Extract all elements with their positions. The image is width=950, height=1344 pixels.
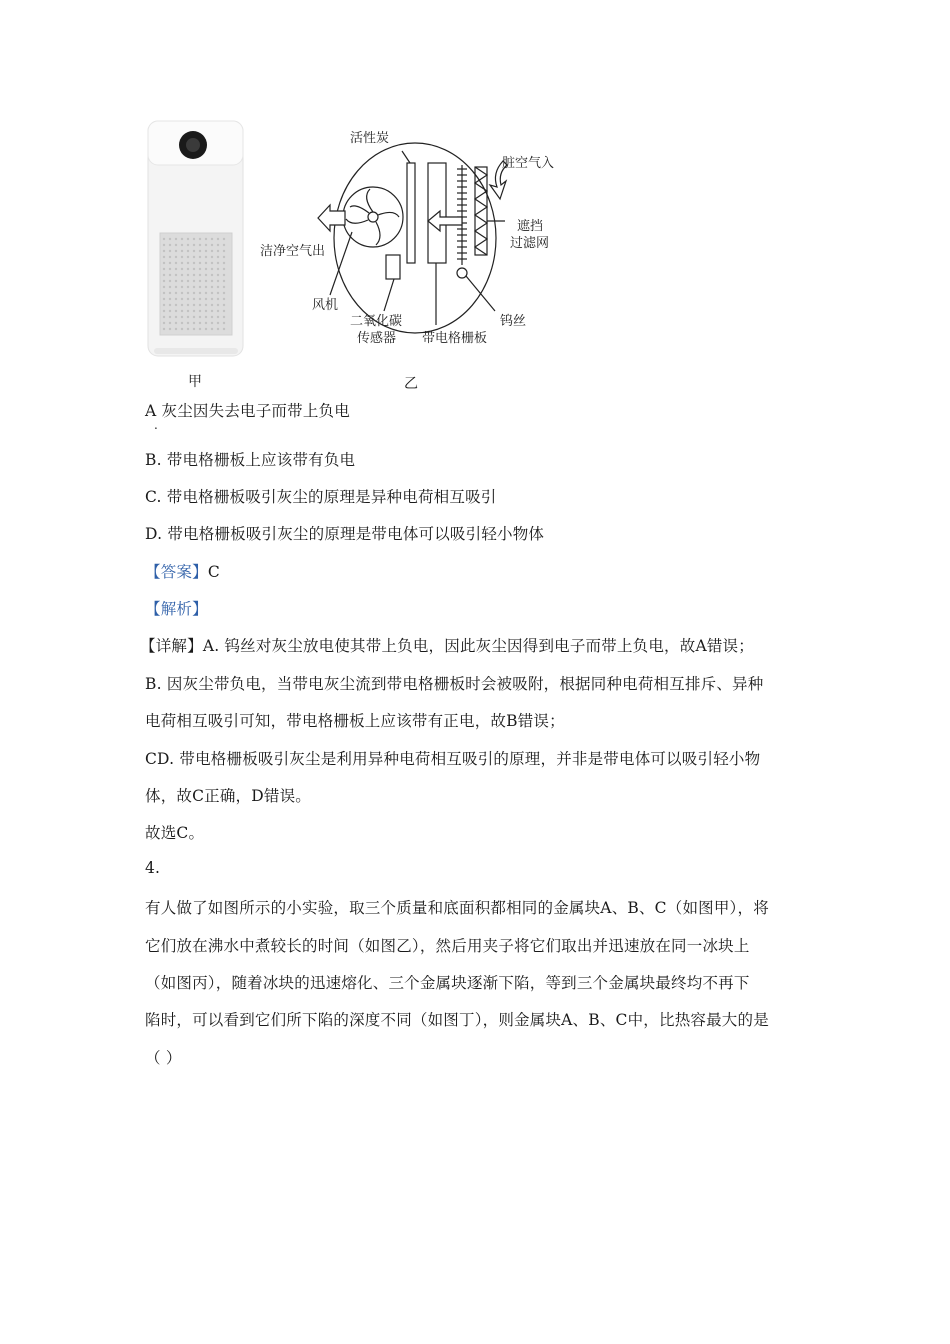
airflow-arrow-icon xyxy=(428,211,462,231)
label-activated-carbon: 活性炭 xyxy=(350,131,390,146)
detail-line-6: 故选C。 xyxy=(145,824,205,842)
answer-tag: 【答案】 xyxy=(145,563,208,581)
question4-line-3: （如图丙），随着冰块的迅速熔化、三个金属块逐渐下陷，等到三个金属块最终均不再下 xyxy=(145,974,750,992)
question4-line-4: 陷时，可以看到它们所下陷的深度不同（如图丁），则金属块A、B、C中，比热容最大的是 xyxy=(145,1011,769,1029)
detail-line-5: 体，故C正确，D错误。 xyxy=(145,787,311,805)
option-a-dot: . xyxy=(154,418,158,432)
detail-tag: 【详解】 xyxy=(140,637,203,655)
option-c: C. 带电格栅板吸引灰尘的原理是异种电荷相互吸引 xyxy=(145,488,497,506)
option-b: B. 带电格栅板上应该带有负电 xyxy=(145,451,356,469)
detail-line-3: 电荷相互吸引可知，带电格栅板上应该带有正电，故B错误； xyxy=(145,712,565,730)
label-co2-sensor-1: 二氧化碳 xyxy=(350,314,403,329)
answer-line xyxy=(145,560,220,582)
label-block-filter-1: 遮挡 xyxy=(517,219,544,234)
activated-carbon-plate xyxy=(407,163,415,263)
question4-line-2: 它们放在沸水中煮较长的时间（如图乙），然后用夹子将它们取出并迅速放在同一冰块上 xyxy=(145,937,750,955)
detail-text-1: A. 钨丝对灰尘放电使其带上负电，因此灰尘因得到电子而带上负电，故A错误； xyxy=(202,637,754,655)
caption-yi: 乙 xyxy=(404,376,418,392)
detail-line-4: CD. 带电格栅板吸引灰尘是利用异种电荷相互吸引的原理，并非是带电体可以吸引轻小物 xyxy=(145,750,761,768)
clean-air-out-arrow-icon xyxy=(318,205,345,231)
co2-sensor-box xyxy=(386,255,400,279)
label-fan: 风机 xyxy=(312,298,339,313)
question4-line-1: 有人做了如图所示的小实验，取三个质量和底面积都相同的金属块A、B、C（如图甲），将 xyxy=(145,899,769,917)
question-number: 4. xyxy=(145,859,161,877)
label-tungsten-wire: 钨丝 xyxy=(500,314,527,329)
detail-line-1 xyxy=(140,634,754,656)
fan-icon xyxy=(343,187,403,247)
air-purifier-figure xyxy=(140,115,570,395)
analysis-tag: 【解析】 xyxy=(145,600,208,618)
answer-value: C xyxy=(207,563,220,581)
tungsten-wire-icon xyxy=(457,268,467,278)
option-a: A 灰尘因失去电子而带上负电 xyxy=(145,402,350,420)
option-d: D. 带电格栅板吸引灰尘的原理是带电体可以吸引轻小物体 xyxy=(145,525,545,543)
label-charged-grid: 带电格栅板 xyxy=(422,331,488,346)
purifier-schematic xyxy=(318,143,507,333)
detail-line-2: B. 因灰尘带负电，当带电灰尘流到带电格栅板时会被吸附，根据同种电荷相互排斥、异种 xyxy=(145,675,764,693)
label-block-filter-2: 过滤网 xyxy=(510,236,550,251)
label-clean-air-out: 洁净空气出 xyxy=(260,244,326,259)
purifier-device-image xyxy=(148,121,243,356)
label-dirty-air-in: 脏空气入 xyxy=(502,156,555,171)
caption-jia: 甲 xyxy=(188,374,202,390)
figure xyxy=(140,115,570,395)
label-co2-sensor-2: 传感器 xyxy=(357,331,397,346)
question4-line-5: （ ） xyxy=(145,1049,182,1067)
